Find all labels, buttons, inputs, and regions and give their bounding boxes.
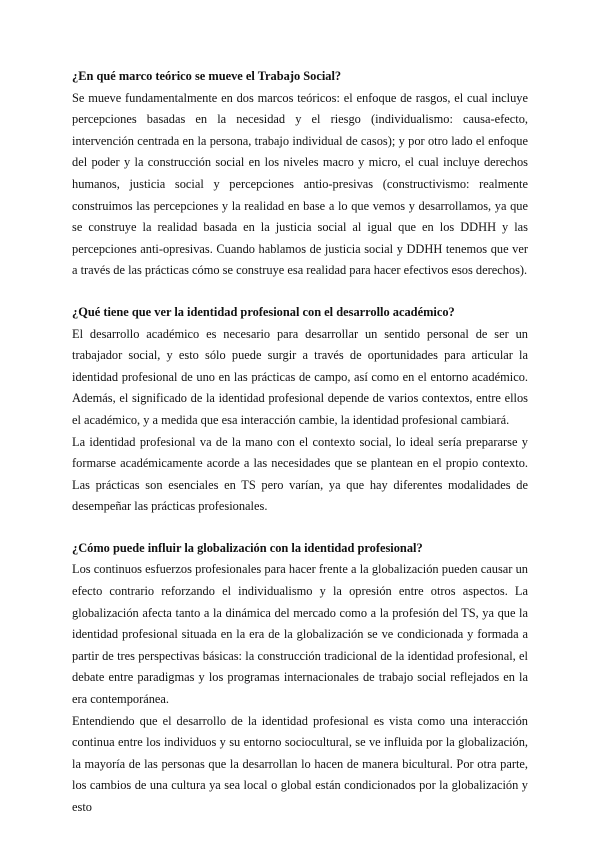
section-marco-teorico [72, 66, 528, 282]
section-globalizacion [72, 538, 528, 819]
section-heading: ¿En qué marco teórico se mueve el Trabajo Social? [72, 69, 342, 83]
section-identidad-desarrollo [72, 302, 528, 518]
section-heading: ¿Qué tiene que ver la identidad profesional con el desarrollo académico? [72, 304, 455, 319]
paragraph: El desarrollo académico es necesario para desarrollar un sentido personal de ser un trabajador social, y esto sólo puede surgir a través de oportunidades para articular la identidad profesional de uno en las prácticas de campo, así como en el entorno académico. Además, el significado de la identidad profesional depende de varios contextos, entre ellos el académico, y a medida que esa interacción cambie, la identidad profesional cambiará. [72, 326, 528, 427]
section-heading: ¿Cómo puede influir la globalización con la identidad profesional? [72, 540, 423, 555]
paragraph: Entendiendo que el desarrollo de la identidad profesional es vista como una interacción continua entre los individuos y su entorno sociocultural, se ve influida por la globalización, la mayoría de las personas que la desarrollan lo hacen de manera bicultural. Por otra parte, los cambios de una cultura ya sea local o global están condicionados por la globalización y esto [72, 713, 528, 814]
paragraph: Se mueve fundamentalmente en dos marcos teóricos: el enfoque de rasgos, el cual incluye percepciones basadas en la necesidad y el riesgo (individualismo: causa-efecto, intervención centrada en la persona, trabajo individual de casos); y por otro lado el enfoque del poder y la construcción social en los niveles macro y micro, el cual incluye derechos humanos, justicia social y percepciones antio-presivas (constructivismo: realmente construimos las percepciones y la realidad en base a lo que vemos y desarrollamos, ya que se construye la realidad basada en la justicia social al igual que en los DDHH y las percepciones anti-opresivas. Cuando hablamos de justicia social y DDHH tenemos que ver a través de las prácticas cómo se construye esa realidad para hacer efectivos esos derechos). [72, 90, 528, 278]
paragraph: La identidad profesional va de la mano con el contexto social, lo ideal sería prepararse y formarse académicamente acorde a las necesidades que se plantean en el propio contexto. Las prácticas son esenciales en TS pero varían, ya que hay diferentes modalidades de desempeñar las prácticas profesionales. [72, 434, 528, 514]
paragraph: Los continuos esfuerzos profesionales para hacer frente a la globalización pueden causar un efecto contrario reforzando el individualismo y la opresión entre otros aspectos. La globalización afecta tanto a la dinámica del mercado como a la profesión del TS, ya que la identidad profesional situada en la era de la globalización se ve condicionada y formada a partir de tres perspectivas básicas: la construcción tradicional de la identidad profesional, el debate entre paradigmas y los programas internacionales de trabajo social reflejados en la era contemporánea. [72, 562, 528, 707]
